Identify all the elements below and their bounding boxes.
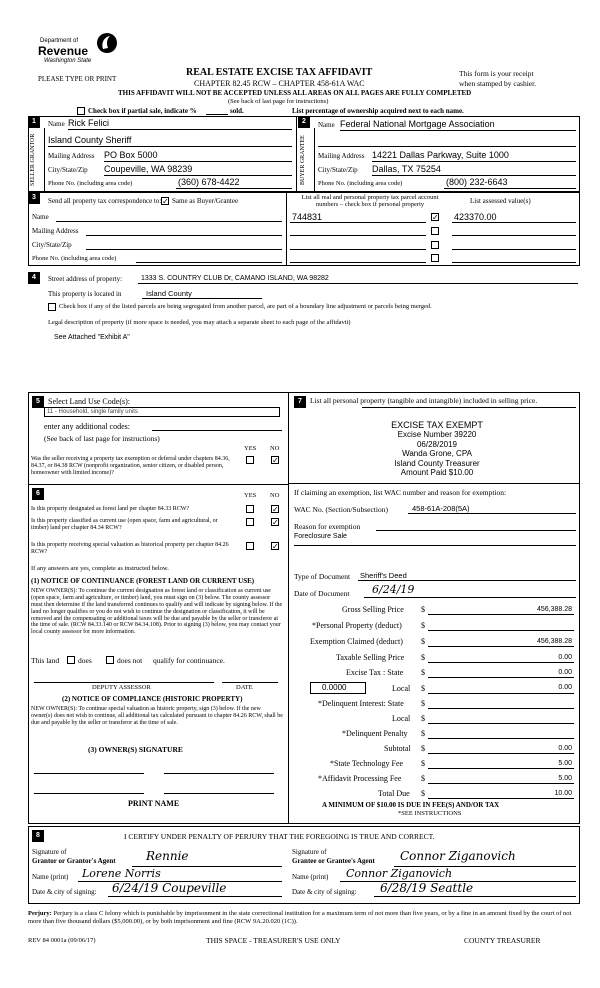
county-treasurer: COUNTY TREASURER <box>464 936 541 945</box>
grantee-sig-label-1: Signature of <box>292 848 327 856</box>
buyer-mailing[interactable]: 14221 Dallas Parkway, Suite 1000 <box>372 150 509 160</box>
receipt-note-1: This form is your receipt <box>459 69 534 78</box>
segregated-checkbox[interactable] <box>48 303 56 311</box>
exemption-value[interactable]: 456,388.28 <box>536 638 572 645</box>
buyer-city[interactable]: Dallas, TX 75254 <box>372 164 441 174</box>
seller-phone-label: Phone No. (including area code) <box>48 180 133 187</box>
print-name-label: PRINT NAME <box>128 799 180 808</box>
exemption-claimed-label: Exemption Claimed (deduct) <box>310 637 403 646</box>
current-use-question: Is this property classified as current use (open space, farm and agricultural, or timber) land per chapter 84.34 RCW? <box>31 518 218 531</box>
exemption-yes-checkbox[interactable] <box>246 456 254 464</box>
sec3-mailing-label: Mailing Address <box>32 227 79 235</box>
grantee-name[interactable]: Connor Ziganovich <box>346 867 453 880</box>
forest-question: Is this property designated as forest land per chapter 84.33 RCW? <box>31 506 190 512</box>
county-label: This property is located in <box>48 290 122 298</box>
ownership-label: List percentage of ownership acquired next to each name. <box>292 107 464 115</box>
reason-value[interactable]: Foreclosure Sale <box>294 533 347 540</box>
land-use-value: 11 - Household, single family units <box>47 409 138 415</box>
owner-signature-title: (3) OWNER(S) SIGNATURE <box>88 745 183 754</box>
sec5-no: NO <box>270 445 280 452</box>
delinquent-state-dollar: $ <box>421 699 425 708</box>
section-5-number: 5 <box>32 396 44 408</box>
treasurer-space: THIS SPACE - TREASURER'S USE ONLY <box>206 936 341 945</box>
stamp-line1: EXCISE TAX EXEMPT <box>391 420 483 430</box>
grantee-date[interactable]: 6/28/19 Seattle <box>380 881 474 895</box>
buyer-mailing-label: Mailing Address <box>318 152 365 160</box>
affidavit-fee-label: *Affidavit Processing Fee <box>318 774 402 783</box>
excise-state-dollar: $ <box>421 668 425 677</box>
affidavit-fee-value[interactable]: 5.00 <box>558 775 572 782</box>
doc-type-label: Type of Document <box>294 572 351 581</box>
additional-codes-label: enter any additional codes: <box>44 422 130 431</box>
grantee-sig-label-2: Grantee or Grantee's Agent <box>292 857 375 865</box>
segregated-label: Check box if any of the listed parcels are being segregated from another parcel, are part of a boundary line adjustment or parcels being merged. <box>59 303 432 310</box>
historic-no-checkbox[interactable]: ✓ <box>272 542 279 551</box>
same-as-buyer-label: Same as Buyer/Grantee <box>172 197 239 205</box>
exemption-dollar: $ <box>421 637 425 646</box>
historic-yes-checkbox[interactable] <box>246 542 254 550</box>
total-due-label: Total Due <box>378 789 410 798</box>
sec5-yes: YES <box>244 445 257 452</box>
buyer-name[interactable]: Federal National Mortgage Association <box>340 119 495 129</box>
grantor-date[interactable]: 6/24/19 Coupeville <box>112 881 227 895</box>
sec3-city-label: City/State/Zip <box>32 241 72 249</box>
stamp-line5: Island County Treasurer <box>394 458 480 468</box>
total-due-dollar: $ <box>421 789 425 798</box>
local-value[interactable]: 0.00 <box>558 684 572 691</box>
seller-mailing[interactable]: PO Box 5000 <box>104 150 158 160</box>
delinquent-local-label: Local <box>392 714 411 723</box>
taxable-value[interactable]: 0.00 <box>558 654 572 661</box>
sec6-no: NO <box>270 492 280 499</box>
exemption-no-checkbox[interactable]: ✓ <box>272 456 279 465</box>
seller-side-label: SELLER GRANTOR <box>30 133 36 187</box>
seller-mailing-label: Mailing Address <box>48 152 95 160</box>
personal-property-deduct-label: *Personal Property (deduct) <box>312 621 402 630</box>
perjury-notice <box>28 910 580 927</box>
doc-type-value[interactable]: Sheriff's Deed <box>360 571 407 580</box>
grantor-sig-label-1: Signature of <box>32 848 67 856</box>
tech-fee-value[interactable]: 5.00 <box>558 760 572 767</box>
grantor-signature[interactable]: Rennie <box>146 849 189 863</box>
seller-city[interactable]: Coupeville, WA 98239 <box>104 164 193 174</box>
exemption-question: Was the seller receiving a property tax exemption or deferral under chapters 84.36, 84.37, or 84.38 RCW (nonprofit organization, senior citizen, or disabled person, homeowner with limited income)? <box>31 456 230 476</box>
legal-desc-label: Legal description of property (if more space is needed, you may attach a separate sheet to each page of the affidavit) <box>48 319 351 326</box>
seller-name-label: Name <box>48 120 65 128</box>
reason-label: Reason for exemption <box>294 522 361 531</box>
form-warning: THIS AFFIDAVIT WILL NOT BE ACCEPTED UNLESS ALL AREAS ON ALL PAGES ARE FULLY COMPLETED <box>118 89 472 97</box>
buyer-side-label: BUYER GRANTEE <box>300 135 306 185</box>
agency-line1: Department of <box>40 38 79 44</box>
section-7-number: 7 <box>294 396 306 408</box>
perjury-title: Perjury: <box>28 910 52 917</box>
seller-phone[interactable]: (360) 678-4422 <box>178 177 240 187</box>
delinquent-local-dollar: $ <box>421 714 425 723</box>
sec3-name-label: Name <box>32 213 49 221</box>
buyer-city-label: City/State/Zip <box>318 166 358 174</box>
certify-statement: I CERTIFY UNDER PENALTY OF PERJURY THAT THE FOREGOING IS TRUE AND CORRECT. <box>124 832 435 841</box>
penalty-dollar: $ <box>421 729 425 738</box>
section-4-number: 4 <box>28 272 40 284</box>
notice1-title: (1) NOTICE OF CONTINUANCE (FOREST LAND OR CURRENT USE) <box>31 577 255 585</box>
buyer-name-label: Name <box>318 121 335 129</box>
subtotal-label: Subtotal <box>384 744 411 753</box>
wa-logo-icon <box>96 31 118 55</box>
if-any-yes: If any answers are yes, complete as instructed below. <box>31 565 169 572</box>
wac-label: WAC No. (Section/Subsection) <box>294 505 388 514</box>
taxable-dollar: $ <box>421 653 425 662</box>
personal-property-checkbox-2[interactable] <box>431 227 439 235</box>
wac-value[interactable]: 458-61A-208(5A) <box>412 504 470 513</box>
current-use-yes-checkbox[interactable] <box>246 518 254 526</box>
does-not-checkbox[interactable] <box>106 656 114 664</box>
assessor-date-label: DATE <box>236 684 253 691</box>
gross-label: Gross Selling Price <box>342 605 404 614</box>
minimum-note: A MINIMUM OF $10.00 IS DUE IN FEE(S) AND/OR TAX <box>322 801 500 809</box>
personal-property-checkbox-1[interactable]: ✓ <box>432 213 439 222</box>
seller-name[interactable]: Rick Felici <box>68 118 110 128</box>
local-dollar: $ <box>421 684 425 693</box>
section-1-number: 1 <box>28 116 40 128</box>
partial-sale-label: Check box if partial sale, indicate % <box>88 107 197 115</box>
exemption-claim-label: If claiming an exemption, list WAC number and reason for exemption: <box>294 488 507 497</box>
qualify-label: qualify for continuance. <box>153 656 225 665</box>
subtotal-value[interactable]: 0.00 <box>558 745 572 752</box>
sec5-see-back: (See back of last page for instructions) <box>44 434 160 443</box>
street-label: Street address of property: <box>48 275 123 283</box>
stamp-line4: Wanda Grone, CPA <box>402 449 472 458</box>
deputy-assessor-label: DEPUTY ASSESSOR <box>92 684 151 691</box>
does-label: does <box>78 656 92 665</box>
notice1-body: NEW OWNER(S): To continue the current designation as forest land or classification as current use (open space, farm and agriculture, or timber) land, you must sign on (3) below. The county assessor must then determine if the land transferred continues to qualify and will indicate by signing below. If the land no longer qualifies or you do not wish to continue the designation or classification, it will be removed and the compensating or additional taxes will be due and payable by the seller or transferor at the time of sale. (RCW 84.33.140 or RCW 84.34.108). Prior to signing (3) below, you may contact your local county assessor for more information. <box>31 588 283 636</box>
current-use-no-checkbox[interactable]: ✓ <box>272 518 279 527</box>
gross-dollar: $ <box>421 605 425 614</box>
forest-yes-checkbox[interactable] <box>246 505 254 513</box>
doc-date-value[interactable]: 6/24/19 <box>372 583 415 596</box>
excise-state-label: Excise Tax : State <box>346 668 404 677</box>
tech-fee-dollar: $ <box>421 759 425 768</box>
delinquent-state-label: *Delinquent Interest: State <box>318 699 404 708</box>
section-3-number: 3 <box>28 192 40 204</box>
assessed-value[interactable]: 423370.00 <box>454 212 497 222</box>
stamp-line6: Amount Paid $10.00 <box>400 468 474 477</box>
notice2-body: NEW OWNER(S): To continue special valuation as historic property, sign (3) below. If the new owner(s) does not wish to continue, all additional tax calculated pursuant to chapter 84.26 RCW, shall be due and payable by the seller or transferor at the time of sale. <box>31 706 283 726</box>
personal-property-label: List all personal property (tangible and intangible) included in selling price. <box>310 396 538 405</box>
form-chapter: CHAPTER 82.45 RCW – CHAPTER 458-61A WAC <box>194 79 365 88</box>
total-due-value[interactable]: 10.00 <box>554 790 572 797</box>
revenue-logo <box>38 30 122 70</box>
grantor-date-label: Date & city of signing: <box>32 888 97 896</box>
notice2-title: (2) NOTICE OF COMPLIANCE (HISTORIC PROPERTY) <box>62 695 243 703</box>
county-value[interactable]: Island County <box>146 289 192 298</box>
stamp-line2: Excise Number 39220 <box>397 430 477 439</box>
penalty-label: *Delinquent Penalty <box>342 729 408 738</box>
subtotal-dollar: $ <box>421 744 425 753</box>
grantor-name-label: Name (print) <box>32 873 69 881</box>
personal-property-checkbox-4[interactable] <box>431 254 439 262</box>
stamp-line3: 06/28/2019 <box>416 439 458 449</box>
affidavit-fee-dollar: $ <box>421 774 425 783</box>
legal-desc-value[interactable]: See Attached "Exhibit A" <box>54 334 130 341</box>
local-label: Local <box>392 684 411 693</box>
grantee-signature[interactable]: Connor Ziganovich <box>400 849 516 863</box>
please-type: PLEASE TYPE OR PRINT <box>38 75 117 83</box>
personal-property-checkbox-3[interactable] <box>431 241 439 249</box>
form-title: REAL ESTATE EXCISE TAX AFFIDAVIT <box>186 67 373 78</box>
sold-label: sold. <box>230 107 244 115</box>
section-6-number: 6 <box>32 488 44 500</box>
see-instructions: *SEE INSTRUCTIONS <box>398 810 462 817</box>
exempt-stamp <box>362 420 512 478</box>
section-8-number: 8 <box>32 830 44 842</box>
seller-name-2[interactable]: Island County Sheriff <box>48 135 132 145</box>
sec3-phone-label: Phone No. (including area code) <box>32 255 117 262</box>
perjury-text: Perjury is a class C felony which is punishable by imprisonment in the state correctional institution for a maximum term of not more than five years, or by a fine in an amount fixed by the court of not more than five thousand dollars ($5,000.00), or by both imprisonment and fine (RCW 9A.20.020 (1C)). <box>28 910 572 926</box>
tech-fee-label: *State Technology Fee <box>330 759 404 768</box>
seller-city-label: City/State/Zip <box>48 166 88 174</box>
excise-state-value[interactable]: 0.00 <box>558 669 572 676</box>
grantor-name[interactable]: Lorene Norris <box>82 867 161 880</box>
forest-no-checkbox[interactable]: ✓ <box>272 505 279 514</box>
this-land-label: This land <box>31 656 60 665</box>
form-code: REV 84 0001a (09/06/17) <box>28 937 96 944</box>
historic-question: Is this property receiving special valuation as historical property per chapter 84.26 RCW? <box>31 542 229 555</box>
does-checkbox[interactable] <box>67 656 75 664</box>
grantee-date-label: Date & city of signing: <box>292 888 357 896</box>
parcel-number[interactable]: 744831 <box>292 212 323 222</box>
see-back-header: (See back of last page for instructions) <box>228 98 329 105</box>
grantee-name-label: Name (print) <box>292 873 329 881</box>
does-not-label: does not <box>117 656 143 665</box>
tax-table <box>294 604 576 804</box>
buyer-phone[interactable]: (800) 232-6643 <box>446 177 508 187</box>
personal-dollar: $ <box>421 621 425 630</box>
send-correspondence-label: Send all property tax correspondence to: <box>48 197 162 205</box>
buyer-phone-label: Phone No. (including area code) <box>318 180 403 187</box>
grantor-sig-label-2: Grantor or Grantor's Agent <box>32 857 116 865</box>
agency-line3: Washington State <box>44 58 92 64</box>
taxable-label: Taxable Selling Price <box>336 653 405 662</box>
agency-line2: Revenue <box>38 44 89 58</box>
section-2-number: 2 <box>298 116 310 128</box>
sec6-yes: YES <box>244 492 257 499</box>
same-as-buyer-checkbox[interactable]: ✓ <box>162 197 169 206</box>
doc-date-label: Date of Document <box>294 589 350 598</box>
assessed-header: List assessed value(s) <box>470 197 531 205</box>
parcel-header: List all real and personal property tax parcel account numbers – check box if personal property <box>301 194 439 209</box>
local-rate-value: 0.0000 <box>322 683 347 692</box>
street-address[interactable]: 1333 S. COUNTRY CLUB Dr, CAMANO ISLAND, WA 98282 <box>141 275 329 282</box>
partial-sale-checkbox[interactable] <box>77 107 85 115</box>
receipt-note-2: when stamped by cashier. <box>459 79 537 88</box>
gross-value[interactable]: 456,388.28 <box>536 606 572 613</box>
land-use-label: Select Land Use Code(s): <box>48 397 130 406</box>
